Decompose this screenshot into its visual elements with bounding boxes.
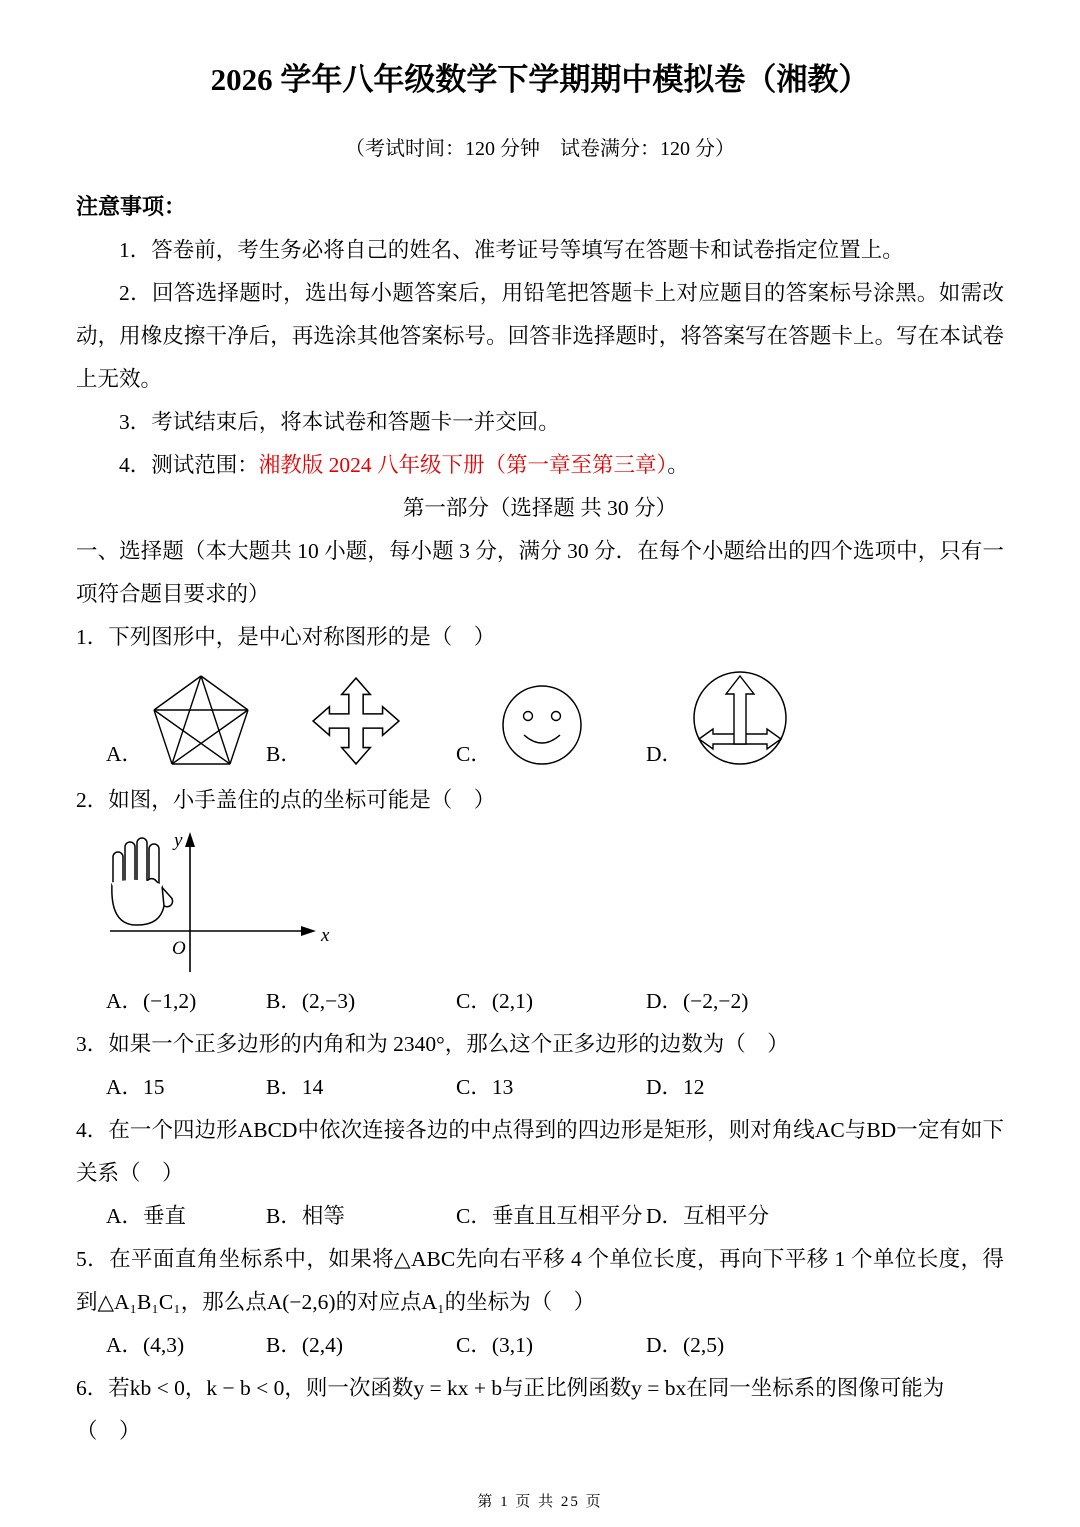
y-axis-label: y [174,829,183,851]
question-4-options [106,1195,1004,1238]
smiley-face-figure [500,683,584,767]
section1-header: 第一部分（选择题 共 30 分） [402,495,678,520]
section1-intro: 一、选择题（本大题共 10 小题，每小题 3 分，满分 30 分．在每个小题给出的四个选项中，只有一项符合题目要求的） [76,538,1004,606]
question-2-options [106,980,1004,1023]
q1-choice-c-label: C． [456,742,492,767]
q4-option-c: C．垂直且互相平分 [456,1203,643,1228]
question-4-text: 4．在一个四边形ABCD中依次连接各边的中点得到的四边形是矩形，则对角线AC与BD一定有如下关系（ ） [76,1117,1004,1185]
page-footer: 第 1 页 共 25 页 [477,1494,603,1510]
question-6-text: 6．若kb < 0，k − b < 0，则一次函数y = kx + b与正比例函数y = bx在同一坐标系的图像可能为 [76,1375,945,1400]
notice-item-4-suffix: 。 [667,452,689,477]
coordinate-axes-figure [90,826,340,978]
exam-meta: （考试时间：120 分钟 试卷满分：120 分） [345,137,735,160]
question-1-text: 1．下列图形中，是中心对称图形的是（ ） [76,624,496,649]
question-6-answer-blank: （ ） [76,1418,141,1443]
notice-header: 注意事项： [76,193,187,219]
q5-option-a: A．(4,3) [106,1332,185,1357]
q1-choice-b-label: B． [266,742,302,767]
notice-item-1: 1．答卷前，考生务必将自己的姓名、准考证号等填写在答题卡和试卷指定位置上。 [119,237,904,262]
q5-option-d: D．(2,5) [646,1332,725,1357]
q1-choice-b [266,675,456,767]
question-3-text: 3．如果一个正多边形的内角和为 2340°，那么这个正多边形的边数为（ ） [76,1031,789,1056]
question-2-text: 2．如图，小手盖住的点的坐标可能是（ ） [76,787,496,812]
q1-choice-d [646,669,1004,767]
notice-item-2: 2．回答选择题时，选出每小题答案后，用铅笔把答题卡上对应题目的答案标号涂黑。如需改动，用橡皮擦干净后，再选涂其他答案标号。回答非选择题时，将答案写在答题卡上。写在本试卷上无效。 [76,280,1004,391]
hand-icon [112,838,175,925]
q3-option-a: A．15 [106,1074,165,1099]
q1-choice-a [106,673,266,767]
q2-option-b: B．(2,−3) [266,988,356,1013]
q2-option-d: D．(−2,−2) [646,988,749,1013]
notice-item-4 [76,444,1004,487]
question-1-figures [106,669,1004,767]
q4-option-a: A．垂直 [106,1203,187,1228]
q5-option-b: B．(2,4) [266,1332,344,1357]
pentagram-figure [151,673,251,767]
q3-option-b: B．14 [266,1074,324,1099]
q2-option-a: A．(−1,2) [106,988,197,1013]
cross-arrows-figure [310,675,402,767]
q4-option-d: D．互相平分 [646,1203,770,1228]
q4-option-b: B．相等 [266,1203,345,1228]
q5-option-c: C．(3,1) [456,1332,534,1357]
question-2-figure [90,826,1004,978]
page-title: 2026 学年八年级数学下学期期中模拟卷（湘教） [210,62,870,97]
q1-choice-d-label: D． [646,742,684,767]
q1-choice-a-label: A． [106,742,144,767]
question-5-options [106,1324,1004,1367]
circle-arrows-figure [691,669,789,767]
q1-choice-c [456,683,646,767]
origin-label: O [172,937,186,959]
q3-option-d: D．12 [646,1074,705,1099]
notice-item-4-prefix: 4．测试范围： [119,452,259,477]
x-axis-label: x [321,924,330,946]
q3-option-c: C．13 [456,1074,514,1099]
notice-item-3: 3．考试结束后，将本试卷和答题卡一并交回。 [119,409,560,434]
question-5-text: 5．在平面直角坐标系中，如果将△ABC先向右平移 4 个单位长度，再向下平移 1 个单位长度，得到△A₁B₁C₁，那么点A(−2,6)的对应点A₁的坐标为（ ） [76,1246,1004,1314]
notice-item-4-scope: 湘教版 2024 八年级下册（第一章至第三章） [258,452,668,477]
q2-option-c: C．(2,1) [456,988,534,1013]
question-3-options [106,1066,1004,1109]
